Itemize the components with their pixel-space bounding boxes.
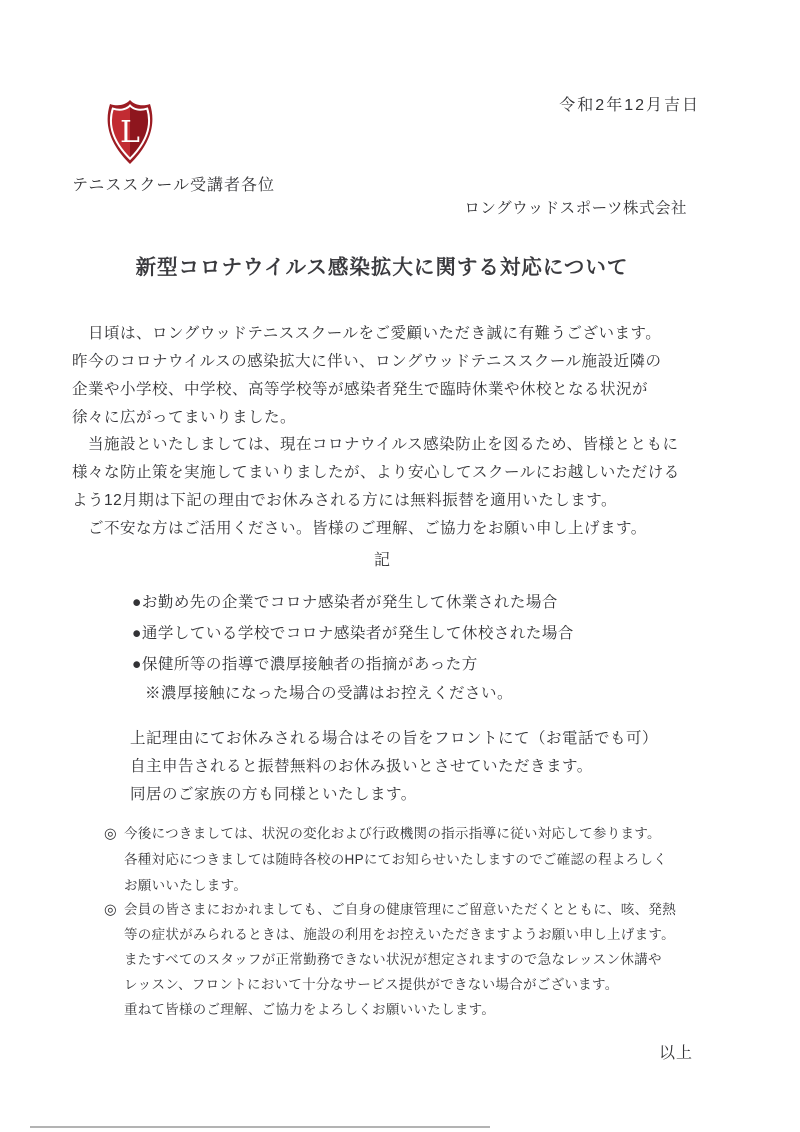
note-item-1: [104, 821, 667, 899]
condition-bullet-list: [132, 587, 574, 680]
scan-artifact-line: [30, 1126, 490, 1128]
text-line: よう12月期は下記の理由でお休みされる方には無料振替を適用いたします。: [72, 492, 618, 509]
text-line: ●通学している学校でコロナ感染者が発生して休校された場合: [132, 625, 574, 642]
policy-paragraph: [72, 431, 712, 543]
ki-heading: 記: [373, 552, 390, 569]
text-line: 自主申告されると振替無料のお休み扱いとさせていただきます。: [130, 758, 593, 775]
note-item-2: [104, 897, 676, 1022]
text-line: ご不安な方はご活用ください。皆様のご理解、ご協力をお願い申し上げます。: [72, 520, 647, 537]
text-line: 同居のご家族の方も同様といたします。: [130, 786, 417, 803]
text-line: 昨今のコロナウイルスの感染拡大に伴い、ロングウッドテニススクール施設近隣の: [72, 353, 662, 370]
text-line: 上記理由にてお休みされる場合はその旨をフロントにて（お電話でも可）: [130, 730, 659, 747]
double-circle-marker: ◎: [104, 902, 117, 918]
text-line: またすべてのスタッフが正常勤務できない状況が想定されますので急なレッスン休講や: [124, 952, 662, 967]
note-text: [124, 821, 667, 899]
document-date: 令和2年12月吉日: [559, 97, 700, 114]
text-line: 今後につきましては、状況の変化および行政機関の指示指導に従い対応して参ります。: [124, 826, 661, 841]
company-name: ロングウッドスポーツ株式会社: [464, 200, 687, 217]
text-line: 当施設といたしましては、現在コロナウイルス感染防止を図るため、皆様とともに: [72, 436, 679, 453]
text-line: ●保健所等の指導で濃厚接触者の指摘があった方: [132, 656, 478, 673]
document-title: 新型コロナウイルス感染拡大に関する対応について: [135, 256, 629, 279]
recipient-line: テニススクール受講者各位: [72, 177, 276, 194]
longwood-shield-logo: [104, 99, 156, 165]
text-line: お願いいたします。: [124, 878, 248, 893]
bullet-note: ※濃厚接触になった場合の受講はお控えください。: [145, 685, 514, 702]
procedure-paragraph: [130, 725, 658, 809]
text-line: 企業や小学校、中学校、高等学校等が感染者発生で臨時休業や休校となる状況が: [72, 381, 649, 398]
logo-letter: L: [120, 115, 140, 150]
text-line: 重ねて皆様のご理解、ご協力をよろしくお願いいたします。: [124, 1002, 496, 1017]
text-line: 徐々に広がってまいりました。: [72, 409, 297, 426]
text-line: 各種対応につきましては随時各校のHPにてお知らせいたしますのでご確認の程よろしく: [124, 852, 668, 867]
text-line: 等の症状がみられるときは、施設の利用をお控えいただきますようお願い申し上げます。: [124, 927, 675, 942]
text-line: 日頃は、ロングウッドテニススクールをご愛顧いただき誠に有難うございます。: [72, 325, 662, 342]
closing-ijo: 以上: [658, 1045, 693, 1062]
text-line: ●お勤め先の企業でコロナ感染者が発生して休業された場合: [132, 594, 558, 611]
double-circle-marker: ◎: [104, 826, 117, 842]
text-line: 会員の皆さまにおかれましても、ご自身の健康管理にご留意いただくとともに、咳、発熱: [124, 902, 676, 917]
note-text: [124, 897, 676, 1022]
text-line: 様々な防止策を実施してまいりましたが、より安心してスクールにお越しいただける: [72, 464, 680, 481]
text-line: レッスン、フロントにおいて十分なサービス提供ができない場合がございます。: [124, 977, 619, 992]
intro-paragraph: [72, 320, 712, 432]
